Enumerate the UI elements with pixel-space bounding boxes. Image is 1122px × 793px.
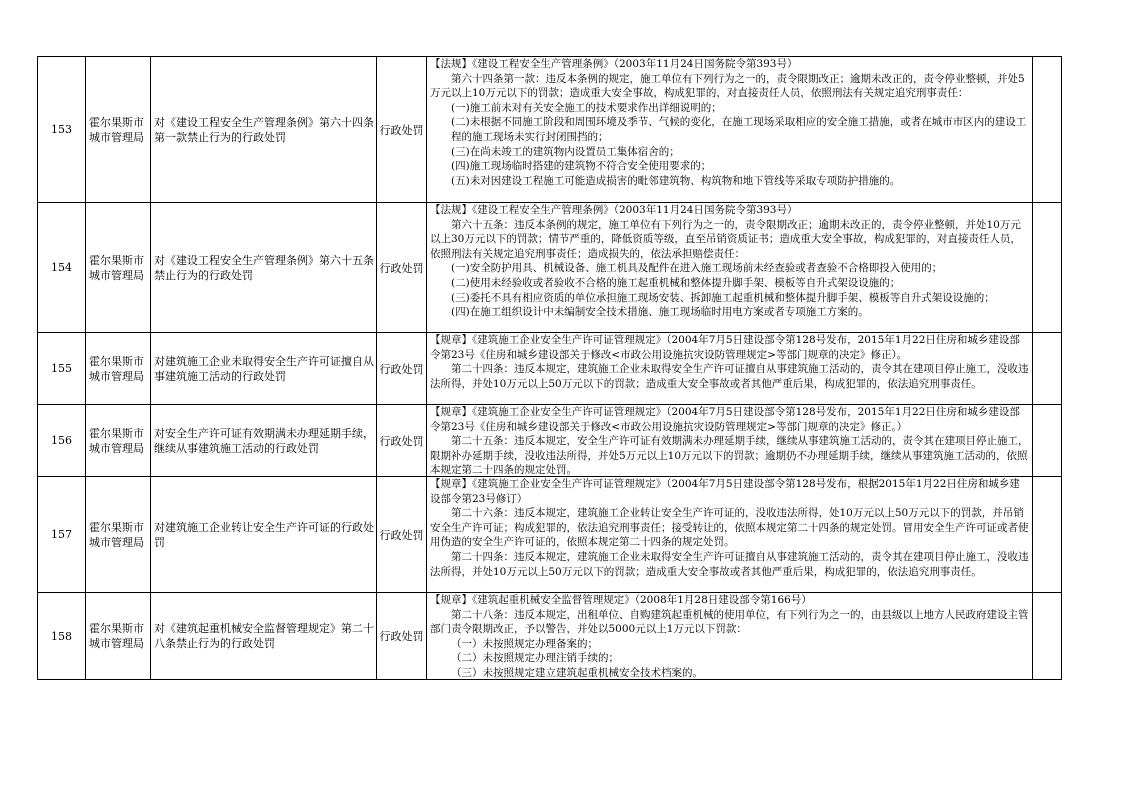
table-row xyxy=(38,593,1062,680)
basis-article: 第二十四条：违反本规定，建筑施工企业未取得安全生产许可证擅自从事建筑施工活动的，责令其在建项目停止施工，没收违法所得，并处10万元以上50万元以下的罚款；造成重大安全事故或者其他严重后果，构成犯罪的，依法追究刑事责任。 xyxy=(430,363,1029,390)
item-type: 行政处罚 xyxy=(377,405,427,477)
basis-article: 第二十八条：违反本规定，出租单位、自购建筑起重机械的使用单位，有下列行为之一的，由县级以上地方人民政府建设主管部门责令限期改正，予以警告，并处以5000元以上1万元以下罚款： xyxy=(430,608,1029,636)
row-number: 156 xyxy=(38,405,86,477)
empty-cell xyxy=(1033,593,1062,680)
table-row xyxy=(38,57,1062,203)
basis-source: 【法规】《建设工程安全生产管理条例》（2003年11月24日国务院令第393号） xyxy=(430,58,798,70)
basis-article: 第六十四条第一款：违反本条例的规定，施工单位有下列行为之一的，责令限期改正；逾期未改正的，责令停业整顿，并处5万元以上10万元以下的罚款；造成重大安全事故，构成犯罪的，对直接责任人员，依照刑法有关规定追究刑事责任： xyxy=(430,72,1025,100)
basis-source: 【规章】《建筑施工企业安全生产许可证管理规定》（2004年7月5日建设部令第128号发布，根据2015年1月22日住房和城乡建设部令第23号修订） xyxy=(430,478,1020,505)
basis-source: 【规章】《建筑起重机械安全监督管理规定》（2008年1月28日建设部令第166号） xyxy=(430,594,812,606)
legal-basis xyxy=(427,57,1033,203)
basis-source: 【规章】《建筑施工企业安全生产许可证管理规定》（2004年7月5日建设部令第128号发布，2015年1月22日住房和城乡建设部令第23号《住房和城乡建设部关于修改<市政公用设施抗灾设防管理规定>等部门规章的决定》修正。） xyxy=(430,406,1020,433)
item-type: 行政处罚 xyxy=(377,477,427,593)
basis-clause: （一）未按照规定办理备案的； xyxy=(451,637,598,650)
item-name: 对建筑施工企业未取得安全生产许可证擅自从事建筑施工活动的行政处罚 xyxy=(151,333,377,405)
basis-article: 第二十四条：违反本规定，建筑施工企业未取得安全生产许可证擅自从事建筑施工活动的，责令其在建项目停止施工，没收违法所得，并处10万元以上50万元以下的罚款；造成重大安全事故或者其他严重后果，构成犯罪的，依法追究刑事责任。 xyxy=(430,550,1029,578)
agency-name: 霍尔果斯市城市管理局 xyxy=(86,405,151,477)
legal-basis xyxy=(427,593,1033,680)
row-number: 155 xyxy=(38,333,86,405)
empty-cell xyxy=(1033,477,1062,593)
enforcement-table xyxy=(37,56,1062,680)
basis-clause: (一)安全防护用具、机械设备、施工机具及配件在进入施工现场前未经查验或者查验不合格即投入使用的； xyxy=(451,262,943,275)
basis-article: 第六十五条：违反本条例的规定，施工单位有下列行为之一的，责令限期改正；逾期未改正的，责令停业整顿，并处10万元以上30万元以下的罚款；情节严重的，降低资质等级，直至吊销资质证书；造成重大安全事故，构成犯罪的，对直接责任人员，依照刑法有关规定追究刑事责任；造成损失的，依法承担赔偿责任： xyxy=(430,218,1021,260)
legal-basis xyxy=(427,477,1033,593)
basis-clause: (四)施工现场临时搭建的建筑物不符合安全使用要求的； xyxy=(451,160,712,173)
row-number: 158 xyxy=(38,593,86,680)
table-row xyxy=(38,405,1062,477)
item-name: 对《建筑起重机械安全监督管理规定》第二十八条禁止行为的行政处罚 xyxy=(151,593,377,680)
legal-basis xyxy=(427,405,1033,477)
agency-name: 霍尔果斯市城市管理局 xyxy=(86,57,151,203)
row-number: 153 xyxy=(38,57,86,203)
legal-basis xyxy=(427,203,1033,333)
item-name: 对安全生产许可证有效期满未办理延期手续，继续从事建筑施工活动的行政处罚 xyxy=(151,405,377,477)
agency-name: 霍尔果斯市城市管理局 xyxy=(86,333,151,405)
basis-article: 第二十六条：违反本规定，建筑施工企业转让安全生产许可证的，没收违法所得，处10万元以上50万元以下的罚款，并吊销安全生产许可证；构成犯罪的，依法追究刑事责任；接受转让的，依照本规定第二十四条的规定处罚。冒用安全生产许可证或者使用伪造的安全生产许可证的，依照本规定第二十四条的规定处罚。 xyxy=(430,507,1029,549)
item-type: 行政处罚 xyxy=(377,57,427,203)
table-row xyxy=(38,333,1062,405)
basis-clause: (五)未对因建设工程施工可能造成损害的毗邻建筑物、构筑物和地下管线等采取专项防护措施的。 xyxy=(451,174,901,187)
basis-clause: (四)在施工组织设计中未编制安全技术措施、施工现场临时用电方案或者专项施工方案的。 xyxy=(451,306,869,319)
item-type: 行政处罚 xyxy=(377,333,427,405)
agency-name: 霍尔果斯市城市管理局 xyxy=(86,593,151,680)
agency-name: 霍尔果斯市城市管理局 xyxy=(86,203,151,333)
basis-source: 【法规】《建设工程安全生产管理条例》（2003年11月24日国务院令第393号） xyxy=(430,204,798,216)
item-type: 行政处罚 xyxy=(377,593,427,680)
basis-clause: （三）未按照规定建立建筑起重机械安全技术档案的。 xyxy=(451,666,703,679)
table-row xyxy=(38,203,1062,333)
table-row xyxy=(38,477,1062,593)
basis-clause: （二）未按照规定办理注销手续的； xyxy=(451,652,619,665)
agency-name: 霍尔果斯市城市管理局 xyxy=(86,477,151,593)
item-name: 对建筑施工企业转让安全生产许可证的行政处罚 xyxy=(151,477,377,593)
item-name: 对《建设工程安全生产管理条例》第六十四条第一款禁止行为的行政处罚 xyxy=(151,57,377,203)
basis-source: 【规章】《建筑施工企业安全生产许可证管理规定》（2004年7月5日建设部令第128号发布，2015年1月22日住房和城乡建设部令第23号《住房和城乡建设部关于修改<市政公用设施抗灾设防管理规定>等部门规章的决定》修正）。 xyxy=(430,334,1020,361)
empty-cell xyxy=(1033,333,1062,405)
legal-basis xyxy=(427,333,1033,405)
row-number: 154 xyxy=(38,203,86,333)
item-name: 对《建设工程安全生产管理条例》第六十五条禁止行为的行政处罚 xyxy=(151,203,377,333)
empty-cell xyxy=(1033,57,1062,203)
basis-clause: (二)使用未经验收或者验收不合格的施工起重机械和整体提升脚手架、模板等自升式架设设施的； xyxy=(451,276,901,289)
basis-article: 第二十五条：违反本规定，安全生产许可证有效期满未办理延期手续，继续从事建筑施工活动的，责令其在建项目停止施工，限期补办延期手续，没收违法所得，并处5万元以上10万元以下的罚款；逾期仍不办理延期手续，继续从事建筑施工活动的，依照本规定第二十四条的规定处罚。 xyxy=(430,435,1029,476)
empty-cell xyxy=(1033,405,1062,477)
empty-cell xyxy=(1033,203,1062,333)
item-type: 行政处罚 xyxy=(377,203,427,333)
basis-clause: (二)未根据不同施工阶段和周围环境及季节、气候的变化，在施工现场采取相应的安全施工措施，或者在城市市区内的建设工程的施工现场未实行封闭围挡的； xyxy=(451,116,1027,143)
basis-clause: (三)委托不具有相应资质的单位承担施工现场安装、拆卸施工起重机械和整体提升脚手架、模板等自升式架设设施的； xyxy=(451,291,995,304)
basis-clause: (一)施工前未对有关安全施工的技术要求作出详细说明的； xyxy=(451,101,722,114)
row-number: 157 xyxy=(38,477,86,593)
basis-clause: (三)在尚未竣工的建筑物内设置员工集体宿舍的； xyxy=(451,145,680,158)
